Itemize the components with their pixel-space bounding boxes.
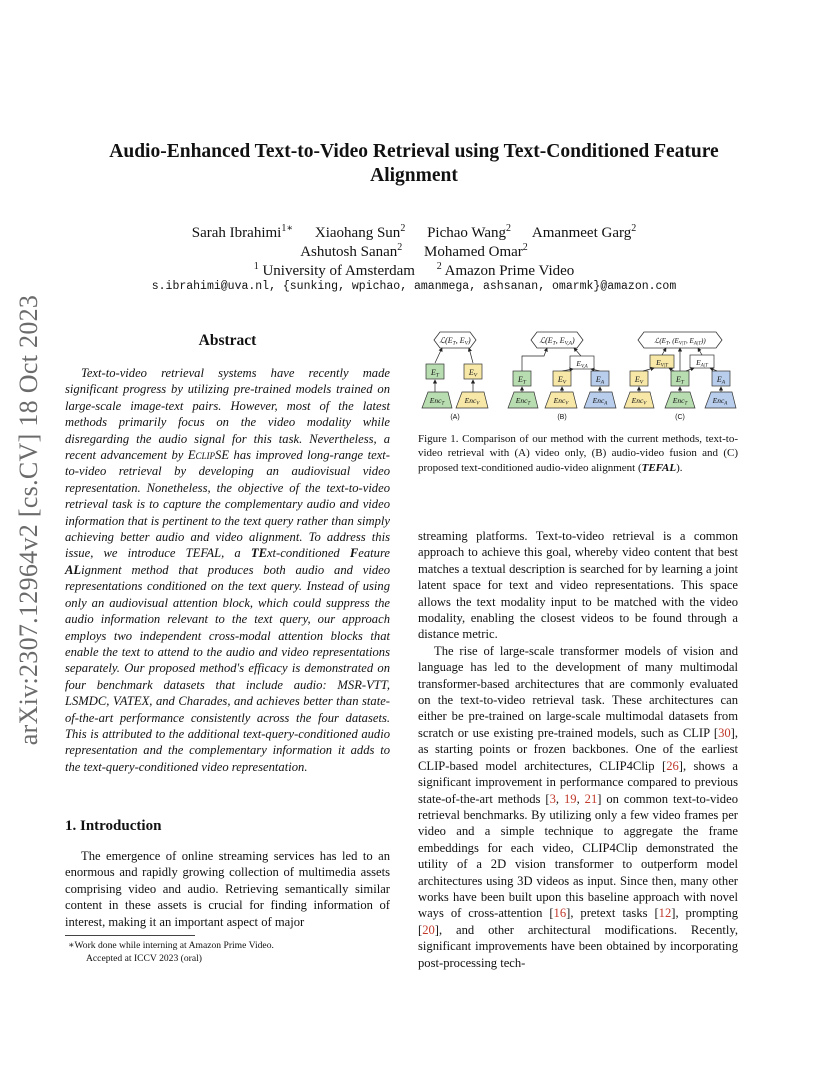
- author-emails: s.ibrahimi@uva.nl, {sunking, wpichao, amanmega, ashsanan, omarmk}@amazon.com: [151, 280, 677, 293]
- svg-text:EV: EV: [634, 375, 644, 386]
- svg-text:EV: EV: [557, 375, 567, 386]
- svg-text:(C): (C): [675, 414, 685, 421]
- svg-text:EV: EV: [468, 368, 478, 379]
- abstract-heading: Abstract: [198, 332, 257, 349]
- citation-link[interactable]: 30: [718, 725, 731, 740]
- figure-panel-c: [624, 332, 736, 421]
- svg-text:EA|T: $E_{A|T}$: [696, 358, 708, 369]
- citation-link[interactable]: 20: [422, 922, 435, 937]
- figure-panel-a: [422, 332, 488, 421]
- svg-text:(B): (B): [557, 414, 567, 421]
- svg-text:EncT: Enc$_T$: [429, 396, 445, 407]
- figure-panel-b: [508, 332, 616, 421]
- loss-a-label: ℒ(ET, EV): [439, 336, 471, 347]
- intro-paragraph-1: The emergence of online streaming services has led to an enormous and rapidly growing collection of multimedia assets comprising video and audio. Retrieving semantically similar content in these assets is crucial for finding information of interest, making it an important aspect of major: [65, 849, 390, 929]
- svg-text:EA: EA: [716, 375, 726, 386]
- author-line-2: Ashutosh Sanan$^2$ Mohamed Omar$^2$: [300, 242, 528, 260]
- citation-link[interactable]: 19: [563, 791, 577, 806]
- intro-paragraph-1-continued: streaming platforms. Text-to-video retrieval is a common approach to achieve this goal, whereby video content that best matches a textual description is searched for by learning a joint latent space for text and video representations. This space allows the text modality input to be matched with the video modality, enabling the closest videos to be found through a distance metric.: [418, 529, 738, 642]
- svg-text:EncT: Enc$_T$: [515, 396, 531, 407]
- svg-text:ET: ET: [431, 368, 439, 379]
- svg-text:EncV: Enc$_V$: [464, 396, 480, 407]
- arxiv-side-label: arXiv:2307.12964v2 [cs.CV] 18 Oct 2023: [14, 294, 43, 746]
- citation-link[interactable]: 16: [553, 906, 567, 921]
- svg-text:EncV: Enc$_V$: [553, 396, 569, 407]
- loss-c-label: $ℒ(E_T$, ($E_{V|T}$, $E_{A|T}$)): [654, 337, 706, 347]
- intro-right-column: [418, 528, 738, 971]
- section-heading-introduction: 1. Introduction: [65, 818, 162, 834]
- svg-text:EncA: Enc$_A$: [712, 396, 728, 407]
- svg-text:EncV: Enc$_V$: [631, 396, 647, 407]
- citation-link[interactable]: 12: [658, 906, 672, 921]
- intro-paragraph-2: The rise of large-scale transformer models of vision and language has led to the development of many multimodal transformer-based architectures that are commonly evaluated on the text-to-video retrieval task. These architectures can either be pre-trained on large-scale multimodal datasets from scratch or use existing pre-trained models, such as CLIP [30], as starting points or frozen backbones. One of the earliest CLIP-based model architectures, CLIP4Clip [26], shows a significant improvement in performance compared to previous state-of-the-art methods [3, 19, 21] on common text-to-video retrieval benchmarks. By utilizing only a few video frames per video and a simple technique to aggregate the frame embeddings for each video, CLIP4Clip demonstrated the utility of a 2D vision transformer to outperform model architectures using 3D videos as input. Since then, many other works have been built upon this baseline approach with novel ways of cross-attention [16], pretext tasks [12], prompting [20], and other architectural modifications. Recently, significant improvements have been obtained by incorporating post-processing tech-: [418, 643, 739, 970]
- svg-text:EncA: Enc$_A$: [592, 396, 608, 407]
- figure-1-caption: Figure 1. Comparison of our method with the current methods, text-to-video retrieval with (A) video only, (B) audio-video fusion and (C) proposed text-conditioned audio-video alignment (TEFAL).: [418, 433, 738, 474]
- abstract-text: Text-to-video retrieval systems have recently made significant progress by utilizing pre-trained models trained on large-scale image-text pairs. However, most of the latest methods primarily focus on the video modality while disregarding the audio signal for this task. Nevertheless, a recent advancement by EclipSE has improved long-range text-to-video retrieval by developing an audiovisual video representation. Nonetheless, the objective of the text-to-video retrieval task is to capture the complementary audio and video information that is pertinent to the text query rather than simply achieving better audio and video alignment. To address this issue, we introduce TEFAL, a TExt-conditioned Feature ALignment method that produces both audio and video representations conditioned on the text query. Instead of using only an audiovisual attention block, which could suppress the audio information relevant to the text query, our approach employs two independent cross-modal attention blocks that enable the text to attend to the audio and video representations separately. Our proposed method's efficacy is demonstrated on four benchmark datasets that include audio: MSR-VTT, LSMDC, VATEX, and Charades, and achieves better than state-of-the-art performance consistently across the four datasets. This is attributed to the additional text-query-conditioned audio representation and the complementary information it adds to the text-query-conditioned video representation.: [65, 366, 391, 774]
- footnote-rule: [65, 935, 195, 936]
- svg-text:EA: EA: [595, 375, 605, 386]
- citation-link[interactable]: 26: [666, 758, 679, 773]
- svg-text:(A): (A): [450, 414, 460, 421]
- figure-1-diagram: [414, 326, 740, 424]
- svg-text:ET: ET: [676, 375, 684, 386]
- citation-link[interactable]: 3: [549, 791, 556, 806]
- svg-text:EncT: Enc$_T$: [672, 396, 688, 407]
- paper-title: Audio-Enhanced Text-to-Video Retrieval using Text-Conditioned Feature Alignment: [109, 141, 719, 186]
- author-line-1: Sarah Ibrahimi$^{1∗}$ Xiaohang Sun$^2$ Pichao Wang$^2$ Amanmeet Garg$^2$: [191, 223, 637, 241]
- svg-text:EV,A: $E_{V,A}$: [576, 359, 588, 370]
- svg-text:ET: ET: [518, 375, 526, 386]
- svg-text:EV|T: $E_{V|T}$: [656, 358, 668, 369]
- loss-b-label: ℒ(ET, EV,A): [539, 336, 575, 347]
- affiliations: $^1$ University of Amsterdam $^2$ Amazon Prime Video: [253, 261, 575, 279]
- footnote: ∗Work done while interning at Amazon Prime Video. Accepted at ICCV 2023 (oral): [68, 940, 274, 964]
- citation-link[interactable]: 21: [584, 791, 598, 806]
